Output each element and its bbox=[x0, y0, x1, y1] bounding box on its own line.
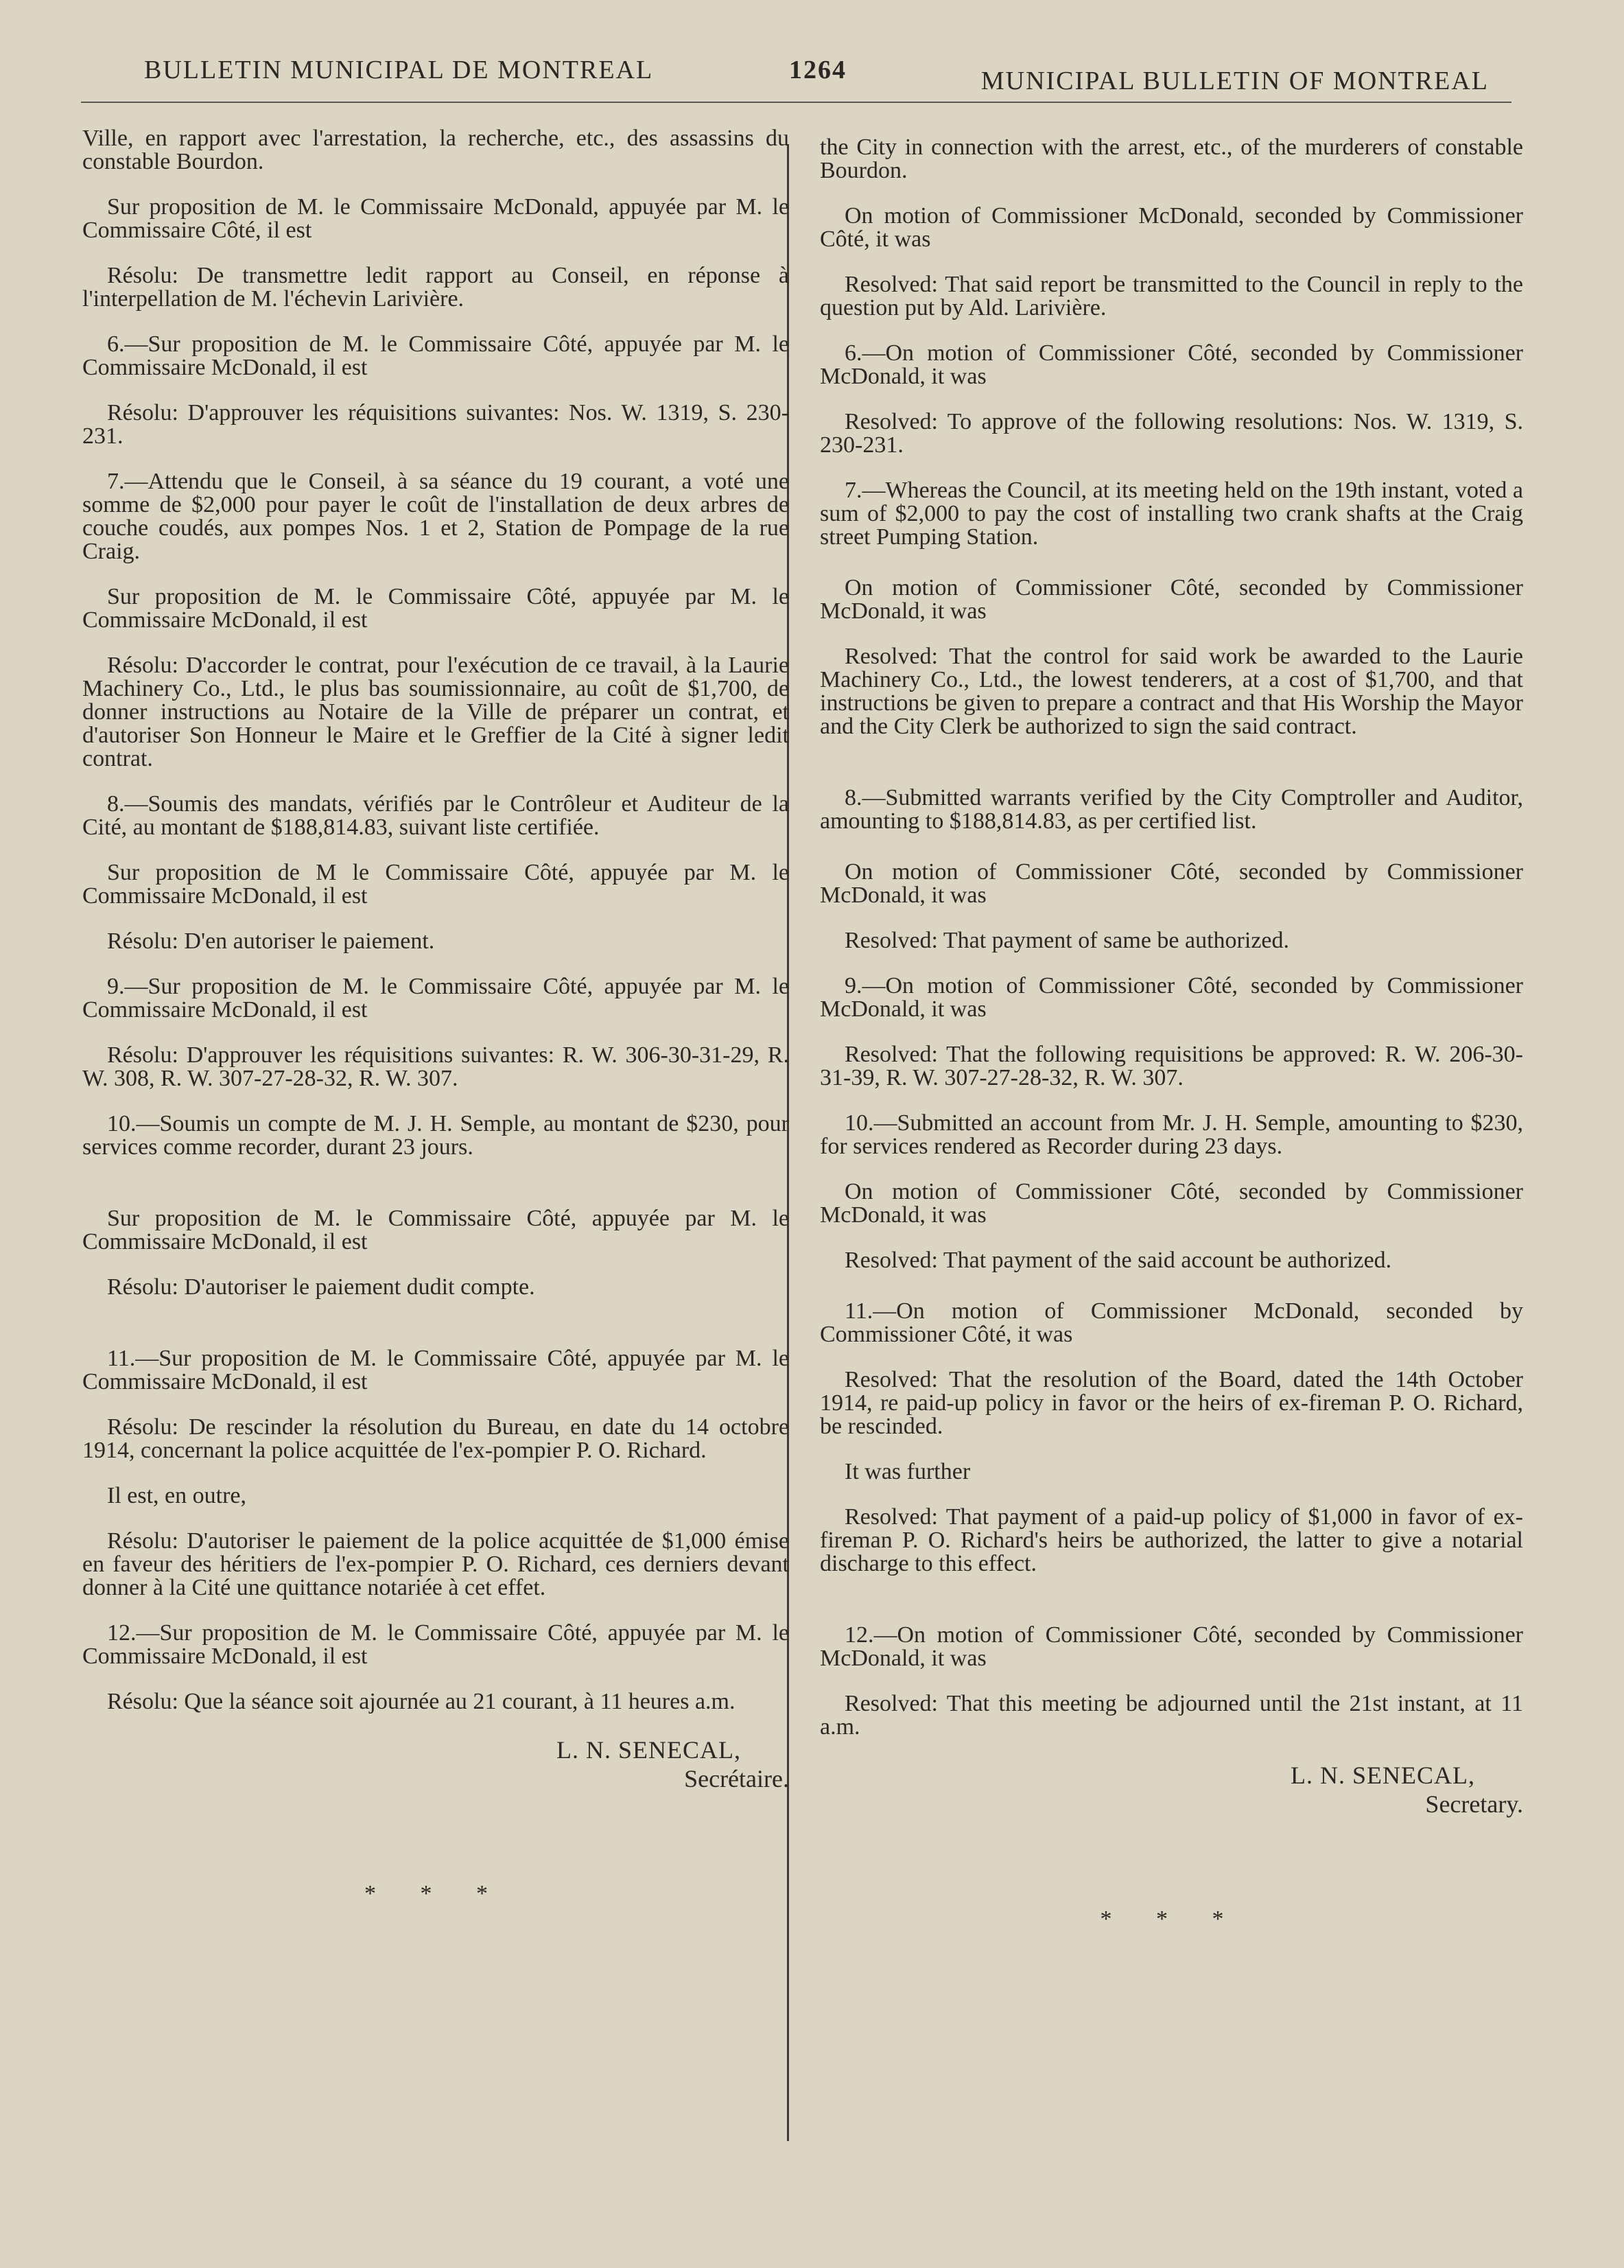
paragraph: Résolu: D'approuver les réquisitions suivantes: Nos. W. 1319, S. 230-231. bbox=[82, 400, 789, 449]
paragraph: 8.—Submitted warrants verified by the City Comptroller and Auditor, amounting to $188,814.83, as per certified list. bbox=[820, 785, 1523, 834]
paragraph: Résolu: D'en autoriser le paiement. bbox=[107, 928, 435, 954]
paragraph: 10.—Submitted an account from Mr. J. H. Semple, amounting to $230, for services rendered as Recorder during 23 days. bbox=[820, 1110, 1523, 1159]
paragraph: 6.—On motion of Commissioner Côté, seconded by Commissioner McDonald, it was bbox=[820, 340, 1523, 389]
paragraph: Sur proposition de M le Commissaire Côté, appuyée par M. le Commissaire McDonald, il est bbox=[82, 860, 789, 909]
paragraph: 12.—Sur proposition de M. le Commissaire Côté, appuyée par M. le Commissaire McDonald, il est bbox=[82, 1620, 789, 1669]
paragraph: Résolu: De rescinder la résolution du Bureau, en date du 14 octobre 1914, concernant la police acquittée de l'ex-pompier P. O. Richard. bbox=[82, 1414, 789, 1463]
signature-name: L. N. SENECAL, bbox=[556, 1736, 741, 1764]
paragraph: 11.—On motion of Commissioner McDonald, seconded by Commissioner Côté, it was bbox=[820, 1298, 1523, 1347]
paragraph: Résolu: D'accorder le contrat, pour l'exécution de ce travail, à la Laurie Machinery Co., Ltd., le plus bas soumissionnaire, au coût de $1,700, de donner instructions au Notaire de la Ville de préparer un contrat, et d'autoriser Son Honneur le Maire et le Greffier de la Cité à signer ledit contrat. bbox=[82, 653, 789, 771]
paragraph: 10.—Soumis un compte de M. J. H. Semple, au montant de $230, pour services comme recorder, durant 23 jours. bbox=[82, 1111, 789, 1160]
english-column bbox=[820, 136, 1523, 1931]
paragraph: Sur proposition de M. le Commissaire Côté, appuyée par M. le Commissaire McDonald, il est bbox=[82, 1206, 789, 1254]
french-column bbox=[82, 127, 789, 1906]
paragraph: 9.—On motion of Commissioner Côté, seconded by Commissioner McDonald, it was bbox=[820, 973, 1523, 1022]
paragraph: Sur proposition de M. le Commissaire McDonald, appuyée par M. le Commissaire Côté, il est bbox=[82, 194, 789, 243]
paragraph: 8.—Soumis des mandats, vérifiés par le Contrôleur et Auditeur de la Cité, au montant de $188,814.83, suivant liste certifiée. bbox=[82, 791, 789, 840]
header-rule bbox=[81, 102, 1511, 103]
signature-title: Secretary. bbox=[1425, 1790, 1523, 1818]
paragraph: 9.—Sur proposition de M. le Commissaire Côté, appuyée par M. le Commissaire McDonald, il est bbox=[82, 974, 789, 1022]
page-header bbox=[144, 48, 1489, 103]
paragraph: Résolu: Que la séance soit ajournée au 21 courant, à 11 heures a.m. bbox=[107, 1689, 735, 1714]
paragraph: 7.—Attendu que le Conseil, à sa séance du 19 courant, a voté une somme de $2,000 pour payer le coût de l'installation de deux arbres de couche coudés, aux pompes Nos. 1 et 2, Station de Pompage de la rue Craig. bbox=[82, 469, 789, 564]
paragraph: Résolu: De transmettre ledit rapport au Conseil, en réponse à l'interpellation de M. l'échevin Larivière. bbox=[82, 263, 789, 312]
paragraph: Resolved: To approve of the following resolutions: Nos. W. 1319, S. 230-231. bbox=[820, 409, 1523, 458]
signature-name: L. N. SENECAL, bbox=[1291, 1762, 1475, 1789]
section-separator: * * * bbox=[364, 1881, 507, 1906]
header-right-title: MUNICIPAL BULLETIN OF MONTREAL bbox=[980, 67, 1489, 95]
paragraph: Resolved: That payment of the said account be authorized. bbox=[845, 1248, 1392, 1273]
header-left-title: BULLETIN MUNICIPAL DE MONTREAL bbox=[144, 56, 654, 84]
paragraph: It was further bbox=[845, 1459, 971, 1484]
paragraph: 12.—On motion of Commissioner Côté, seconded by Commissioner McDonald, it was bbox=[820, 1622, 1523, 1671]
paragraph: 7.—Whereas the Council, at its meeting held on the 19th instant, voted a sum of $2,000 to pay the cost of installing two crank shafts at the Craig street Pumping Station. bbox=[820, 478, 1523, 550]
paragraph: Resolved: That the resolution of the Board, dated the 14th October 1914, re paid-up policy in favor or the heirs of ex-fireman P. O. Richard, be rescinded. bbox=[820, 1367, 1523, 1439]
paragraph: Resolved: That this meeting be adjourned until the 21st instant, at 11 a.m. bbox=[820, 1691, 1523, 1740]
paragraph: Sur proposition de M. le Commissaire Côté, appuyée par M. le Commissaire McDonald, il est bbox=[82, 584, 789, 633]
paragraph: the City in connection with the arrest, etc., of the murderers of constable Bourdon. bbox=[820, 135, 1523, 183]
paragraph: Resolved: That said report be transmitted to the Council in reply to the question put by Ald. Larivière. bbox=[820, 272, 1523, 320]
section-separator: * * * bbox=[1100, 1906, 1243, 1932]
paragraph: Resolved: That payment of a paid-up policy of $1,000 in favor of ex-fireman P. O. Richard's heirs be authorized, the latter to give a notarial discharge to this effect. bbox=[820, 1504, 1523, 1576]
paragraph: Résolu: D'autoriser le paiement dudit compte. bbox=[107, 1274, 535, 1300]
paragraph: Il est, en outre, bbox=[107, 1483, 246, 1508]
paragraph: Résolu: D'approuver les réquisitions suivantes: R. W. 306-30-31-29, R. W. 308, R. W. 307-27-28-32, R. W. 307. bbox=[82, 1042, 789, 1091]
paragraph: On motion of Commissioner Côté, seconded by Commissioner McDonald, it was bbox=[820, 859, 1523, 908]
paragraph: Ville, en rapport avec l'arrestation, la recherche, etc., des assassins du constable Bourdon. bbox=[82, 126, 789, 174]
paragraph: Resolved: That payment of same be authorized. bbox=[845, 928, 1290, 953]
paragraph: On motion of Commissioner Côté, seconded by Commissioner McDonald, it was bbox=[820, 1179, 1523, 1228]
paragraph: On motion of Commissioner McDonald, seconded by Commissioner Côté, it was bbox=[820, 203, 1523, 252]
signature-block bbox=[820, 1761, 1523, 1819]
signature-title: Secrétaire. bbox=[684, 1765, 789, 1792]
signature-block bbox=[82, 1735, 789, 1793]
paragraph: Résolu: D'autoriser le paiement de la police acquittée de $1,000 émise en faveur des héritiers de l'ex-pompier P. O. Richard, ces derniers devant donner à la Cité une quittance notariée à cet effet. bbox=[82, 1528, 789, 1600]
paragraph: Resolved: That the control for said work be awarded to the Laurie Machinery Co., Ltd., the lowest tenderers, at a cost of $1,700, and that instructions be given to prepare a contract and that His Worship the Mayor and the City Clerk be authorized to sign the said contract. bbox=[820, 644, 1523, 739]
paragraph: 6.—Sur proposition de M. le Commissaire Côté, appuyée par M. le Commissaire McDonald, il est bbox=[82, 331, 789, 380]
paragraph: On motion of Commissioner Côté, seconded by Commissioner McDonald, it was bbox=[820, 575, 1523, 624]
paragraph: 11.—Sur proposition de M. le Commissaire Côté, appuyée par M. le Commissaire McDonald, il est bbox=[82, 1346, 789, 1394]
paragraph: Resolved: That the following requisitions be approved: R. W. 206-30-31-39, R. W. 307-27-28-32, R. W. 307. bbox=[820, 1042, 1523, 1090]
page-number: 1264 bbox=[789, 56, 847, 84]
